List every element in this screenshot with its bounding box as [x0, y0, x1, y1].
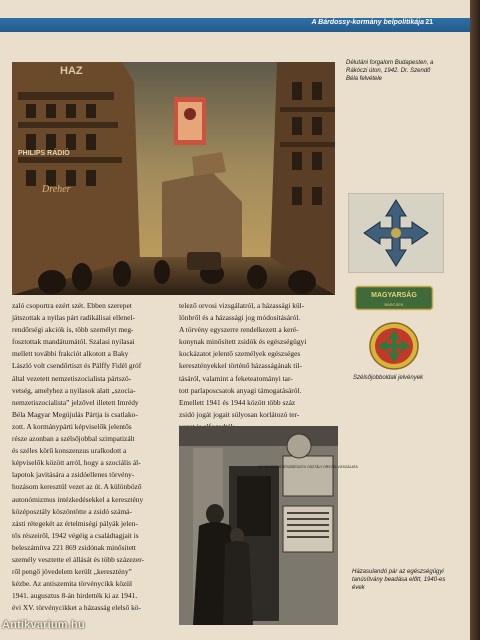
- text-line: zsidó jogát jogait súlyosan korlátozó ter-: [179, 409, 300, 419]
- round-cross-badge-icon: [356, 321, 432, 371]
- text-line: lönbről és a házassági jog módosításáról.: [179, 313, 301, 323]
- text-line: keresztényekkel történő házasságának til-: [179, 361, 302, 371]
- round-cross-badge: [356, 321, 432, 371]
- sign-philips: PHILIPS RÁDIÓ: [18, 150, 70, 157]
- text-line: zott. A kormánypárti képviselők jelentős: [12, 421, 132, 431]
- text-line: nemzetiszocialista” jelzővel illetett Imrédy: [12, 397, 139, 407]
- notice-sign-text: AZ ÜGYÉSZI EGÉSZSÉGÜGYI OSZTÁLY ORVOSI VIZSGÁLATA: [258, 465, 358, 469]
- text-line: Béla Magyar Megújulás Pártja is csatlako-: [12, 409, 138, 419]
- text-line: része azonban a szélsőjobbal szimpatizált: [12, 434, 135, 444]
- couple-doorway-illustration: [179, 426, 358, 625]
- page-number: 21: [425, 19, 433, 26]
- book-edge: [470, 0, 480, 640]
- running-title: A Bárdossy-kormány belpolitikája: [311, 19, 424, 26]
- doorway-photo-caption: Házasulandó pár az egészségügyi tanúsítvány beadása előtt, 1940-es évek: [352, 569, 446, 591]
- cross-badge-panel: [348, 193, 444, 273]
- text-line: évi XV. törvénycikket a házasság elelső kö-: [12, 603, 141, 613]
- text-line: középosztály köszöntötte a zsidó számá-: [12, 506, 132, 516]
- text-line: telező orvosi vizsgálatról, a házassági kül-: [179, 301, 305, 310]
- text-line: személy vesztette el állását és több százezer-: [12, 554, 144, 564]
- text-line: játszottak a nyilas párt radikálisai ellenel-: [12, 313, 135, 323]
- couple-doorway-photo: [179, 426, 358, 625]
- sign-haz: HAZ: [60, 65, 83, 77]
- watermark: Antikvarium.hu: [2, 619, 85, 631]
- text-line: mellett további frakciót alkotott a Baky: [12, 349, 129, 359]
- text-line: által vezetett nemzetiszocialista pártszö-: [12, 373, 132, 383]
- magyarsag-badge: [355, 286, 433, 310]
- text-line: tásáról, valamint a feketeatományi tar-: [179, 373, 293, 383]
- text-line: zásti rétegekét az értelmiségi pályák jelen-: [12, 518, 138, 528]
- magyarsag-badge-text: MAGYARSÁG: [371, 292, 417, 299]
- body-text-right-column: [179, 300, 338, 433]
- text-line: konynak minősített zsidók és egészségügyi: [179, 337, 307, 347]
- text-line: kockázatot jelentő személyek egészséges: [179, 349, 301, 359]
- text-line: ről pengő jövedelem került „keresztény”: [12, 567, 132, 577]
- text-line: fosztottak mandátumától. Szalasi nyilasai: [12, 337, 135, 347]
- text-line: Emellett 1941 és 1944 között több száz: [179, 397, 296, 407]
- text-line: László volt csendőrtiszt és Pálffy Fidél gróf: [12, 361, 142, 371]
- magyarsag-badge-icon: [355, 286, 433, 310]
- text-line: képviselők között arról, hogy a szociális ál-: [12, 458, 141, 468]
- text-line: lapotok javítására a zsidóellenes törvény-: [12, 470, 135, 480]
- text-line: tős részeiről, 1942 végéig a családtagjait is: [12, 530, 139, 540]
- badges-caption: Szélsőjobboldali jelvények: [353, 375, 424, 381]
- text-line: rendőrségi akciók is, több személyt meg-: [12, 325, 134, 335]
- street-photo-illustration: [12, 62, 335, 295]
- text-line: és széles körű konszenzus uralkodott a: [12, 446, 127, 456]
- arrow-cross-badge-icon: [349, 194, 443, 272]
- street-photo: [12, 62, 335, 295]
- body-text-left-column: [12, 300, 172, 614]
- sign-dreher: Dreher: [42, 184, 71, 195]
- text-line: autonómizmus intézkedésekkel a keresztény: [12, 494, 144, 504]
- text-line: 1941. augusztus 8-án hirdették ki az 1941.: [12, 591, 138, 601]
- text-line: kézbe. Az antiszemita törvénycikk közül: [12, 579, 133, 589]
- text-line: beleszámítva 221 869 zsidónak minősített: [12, 542, 136, 552]
- photo-caption-main: Délutáni forgalom Budapesten, a Rákóczi úton, 1942. Dr. Szendő Béla felvétele: [346, 60, 434, 82]
- text-line: tott parlaposcsatok anyagi támogatásáról.: [179, 385, 302, 395]
- text-line: zaló csoportra ezért szét. Ebben szerepet: [12, 301, 132, 310]
- magyarsag-badge-subtext: BARCSEK: [384, 302, 404, 307]
- text-line: hozásom keresztül vezet az út. A különböző: [12, 482, 142, 492]
- text-line: vetség, amelyhez a nyilasok alatt „szocia-: [12, 385, 136, 395]
- text-line: A törvény egyszerre rendelkezett a keré-: [179, 325, 299, 335]
